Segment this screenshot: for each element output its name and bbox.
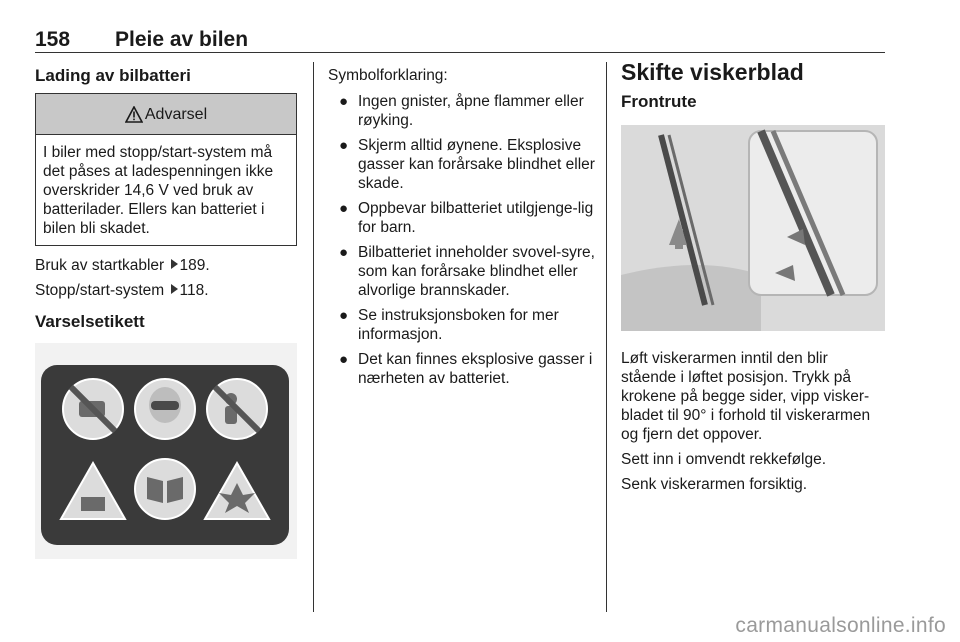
warning-header bbox=[36, 94, 296, 135]
list-item: ● Ingen gnister, åpne flammer eller røyking. bbox=[339, 93, 584, 129]
column-divider bbox=[606, 62, 607, 612]
section-title: Skifte viskerblad bbox=[621, 59, 804, 85]
watermark: carmanualsonline.info bbox=[735, 614, 946, 637]
battery-warning-label-image bbox=[35, 343, 297, 559]
reference-page[interactable]: 118. bbox=[179, 282, 209, 299]
reference-line: Bruk av startkabler 189. bbox=[35, 257, 210, 274]
warning-title: Advarsel bbox=[144, 105, 208, 123]
chapter-title: Pleie av bilen bbox=[115, 28, 249, 51]
page-number: 158 bbox=[35, 28, 71, 51]
page-reference-arrow-icon bbox=[171, 259, 178, 269]
list-item: ● Det kan finnes eksplosive gasser i nærheten av batteriet. bbox=[339, 351, 593, 387]
list-item: ● Oppbevar bilbatteriet utilgjenge-lig for barn. bbox=[339, 200, 594, 236]
list-item: ● Skjerm alltid øynene. Eksplosive gasser kan forårsake blindhet eller skade. bbox=[339, 137, 595, 192]
page-header bbox=[35, 26, 885, 53]
warning-box bbox=[35, 93, 297, 246]
section-title: Lading av bilbatteri bbox=[35, 66, 191, 85]
symbol-legend-intro: Symbolforklaring: bbox=[328, 67, 448, 84]
warning-text: I biler med stopp/start-system må det påses at ladespenningen ikke overskrider 14,6 V ved bruk av batterilader. Ellers kan batteriet i bilen bli skadet. bbox=[43, 144, 274, 237]
reference-page[interactable]: 189. bbox=[179, 257, 210, 274]
column-right bbox=[621, 59, 885, 500]
list-item: ● Bilbatteriet inneholder svovel-syre, som kan forårsake blindhet eller alvorlige brannskader. bbox=[339, 244, 595, 299]
wiper-blade-illustration bbox=[621, 125, 885, 331]
column-divider bbox=[313, 62, 314, 612]
instruction-paragraph: Løft viskerarmen inntil den blir stående i løftet posisjon. Trykk på krokene på begge sider, vipp visker-bladet til 90° i forhold til viskerarmen og fjern det oppover. bbox=[621, 350, 871, 443]
list-item: ● Se instruksjonsboken for mer informasjon. bbox=[339, 307, 559, 343]
instruction-paragraph: Senk viskerarmen forsiktig. bbox=[621, 476, 808, 493]
column-middle bbox=[328, 62, 596, 394]
column-left bbox=[35, 62, 297, 559]
subsection-title: Frontrute bbox=[621, 92, 697, 111]
label-heading: Varselsetikett bbox=[35, 312, 145, 331]
reference-line: Stopp/start-system 118. bbox=[35, 282, 209, 299]
warning-triangle-icon bbox=[125, 106, 143, 123]
instruction-paragraph: Sett inn i omvendt rekkefølge. bbox=[621, 451, 827, 468]
symbol-legend-list bbox=[328, 92, 596, 388]
page-reference-arrow-icon bbox=[171, 284, 178, 294]
